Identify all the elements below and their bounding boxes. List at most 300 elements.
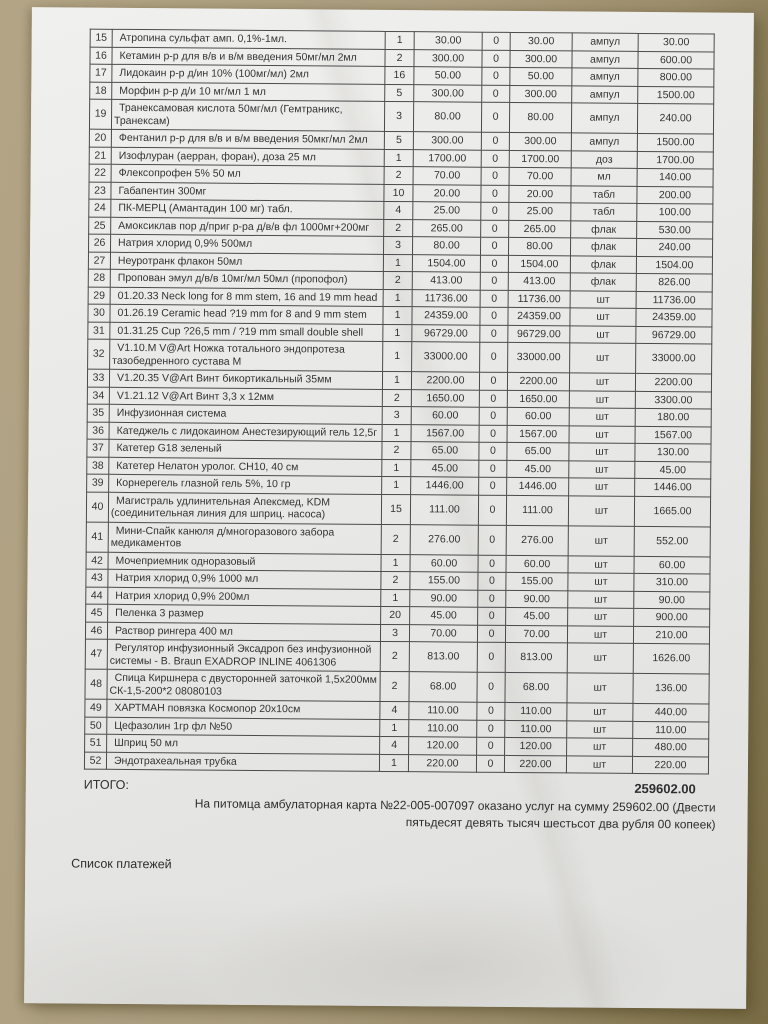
table-row [84, 752, 708, 774]
cell-unit: шт [567, 625, 633, 643]
cell-row-number: 32 [88, 339, 110, 369]
cell-total: 1567.00 [635, 426, 711, 444]
cell-total: 90.00 [634, 591, 710, 609]
cell-quantity: 3 [383, 236, 412, 254]
cell-discount: 0 [478, 495, 506, 525]
cell-price: 11736.00 [412, 289, 480, 307]
cell-discount: 0 [478, 555, 506, 573]
cell-item-name: Эндотрахеальная трубка [106, 752, 379, 772]
table-row [88, 339, 712, 374]
cell-price: 68.00 [409, 672, 477, 703]
cell-item-name: Транексамовая кислота 50мг/мл (Гемтраникс, Транексам) [111, 99, 384, 131]
cell-price: 60.00 [411, 407, 479, 425]
cell-item-name: Мочеприемник одноразовый [108, 552, 381, 572]
cell-item-name: Раствор рингера 400 мл [107, 622, 380, 642]
cell-price-after-discount: 413.00 [508, 272, 570, 290]
cell-unit: шт [567, 673, 633, 704]
cell-price-after-discount: 25.00 [509, 202, 571, 220]
cell-unit: шт [567, 703, 633, 721]
cell-price: 276.00 [410, 524, 478, 555]
cell-discount: 0 [477, 702, 505, 720]
cell-unit: табл [571, 185, 637, 203]
cell-item-name: Инфузионная система [109, 404, 382, 424]
cell-discount: 0 [481, 167, 509, 185]
cell-discount: 0 [481, 185, 509, 203]
cell-item-name: Катеджель с лидокаином Анестезирующий гель 12,5г [109, 422, 382, 442]
cell-row-number: 25 [89, 217, 111, 235]
cell-price-after-discount: 1700.00 [509, 150, 571, 168]
cell-total: 900.00 [634, 608, 710, 626]
cell-discount: 0 [479, 477, 507, 495]
cell-row-number: 43 [86, 569, 108, 587]
cell-item-name: Катетер G18 зеленый [109, 439, 382, 459]
cell-price: 65.00 [411, 442, 479, 460]
cell-item-name: Флексопрофен 5% 50 мл [111, 164, 384, 184]
cell-total: 440.00 [633, 703, 709, 721]
cell-unit: шт [568, 573, 634, 591]
cell-price-after-discount: 2200.00 [507, 372, 569, 390]
cell-quantity: 1 [382, 476, 411, 494]
cell-quantity: 1 [382, 459, 411, 477]
cell-quantity: 2 [381, 571, 410, 589]
cell-discount: 0 [478, 525, 506, 555]
cell-unit: ампул [572, 50, 638, 68]
cell-discount: 0 [480, 325, 508, 343]
cell-item-name: Неуротранк флакон 50мл [110, 252, 383, 272]
cell-price: 90.00 [410, 589, 478, 607]
cell-row-number: 26 [89, 234, 111, 252]
cell-price-after-discount: 68.00 [505, 672, 567, 702]
cell-price: 1504.00 [412, 254, 480, 272]
cell-total: 1626.00 [633, 643, 709, 674]
cell-unit: шт [567, 643, 633, 674]
cell-quantity: 1 [385, 31, 414, 49]
cell-discount: 0 [482, 67, 510, 85]
cell-discount: 0 [481, 102, 509, 132]
cell-quantity: 20 [381, 606, 410, 624]
cell-price: 813.00 [409, 642, 477, 673]
cell-quantity: 1 [381, 589, 410, 607]
cell-price: 111.00 [410, 494, 478, 525]
table-row [86, 522, 710, 557]
cell-quantity: 1 [383, 289, 412, 307]
cell-total: 800.00 [638, 68, 714, 86]
cell-quantity: 3 [384, 101, 413, 131]
cell-price-after-discount: 265.00 [509, 220, 571, 238]
cell-price: 45.00 [410, 607, 478, 625]
cell-discount: 0 [479, 372, 507, 390]
summary-note-line2: пятьдесят девять тысяч шестьсот два рубля 00 копеек) [405, 815, 716, 832]
cell-quantity: 1 [383, 341, 412, 371]
cell-item-name: Цефазолин 1гр фл №50 [107, 717, 380, 737]
cell-total: 2200.00 [635, 373, 711, 391]
cell-item-name: Натрия хлорид 0,9% 200мл [108, 587, 381, 607]
cell-discount: 0 [477, 672, 505, 702]
cell-price: 60.00 [410, 554, 478, 572]
cell-discount: 0 [481, 150, 509, 168]
total-label: ИТОГО: [83, 777, 129, 792]
cell-total: 136.00 [633, 673, 709, 704]
cell-unit: шт [569, 443, 635, 461]
cell-row-number: 28 [88, 269, 110, 287]
cell-price-after-discount: 110.00 [505, 702, 567, 720]
cell-total: 1446.00 [635, 478, 711, 496]
cell-row-number: 46 [85, 622, 107, 640]
cell-row-number: 18 [90, 82, 112, 100]
cell-discount: 0 [478, 572, 506, 590]
cell-unit: ампул [571, 103, 637, 134]
cell-unit: шт [569, 373, 635, 391]
cell-quantity: 1 [381, 554, 410, 572]
cell-item-name: Лидокаин р-р д/ин 10% (100мг/мл) 2мл [112, 64, 385, 84]
cell-item-name: Магистраль удлинительная Апексмед, KDM (соединительная линия для шприц. насоса) [108, 492, 381, 524]
cell-quantity: 1 [379, 754, 408, 772]
cell-price: 1700.00 [413, 149, 481, 167]
cell-row-number: 38 [87, 457, 109, 475]
cell-item-name: Спица Киршнера с двусторонней заточкой 1,5х200мм СК-1,5-200*2 08080103 [107, 669, 380, 701]
cell-discount: 0 [482, 85, 510, 103]
cell-unit: шт [569, 390, 635, 408]
cell-discount: 0 [479, 407, 507, 425]
cell-row-number: 20 [89, 129, 111, 147]
cell-unit: шт [570, 308, 636, 326]
cell-row-number: 33 [87, 369, 109, 387]
cell-item-name: Шприц 50 мл [107, 734, 380, 754]
cell-item-name: ХАРТМАН повязка Космопор 20х10см [107, 699, 380, 719]
cell-price-after-discount: 70.00 [505, 625, 567, 643]
cell-unit: шт [569, 408, 635, 426]
cell-discount: 0 [481, 132, 509, 150]
cell-item-name: V1.20.35 V@Art Винт бикортикальный 35мм [109, 369, 382, 389]
cell-item-name: Морфин р-р д/и 10 мг/мл 1 мл [112, 82, 385, 102]
cell-unit: шт [567, 720, 633, 738]
cell-total: 310.00 [634, 573, 710, 591]
payments-list-heading: Список платежей [71, 856, 172, 872]
cell-row-number: 29 [88, 287, 110, 305]
cell-total: 60.00 [634, 556, 710, 574]
cell-row-number: 39 [87, 474, 109, 492]
cell-row-number: 23 [89, 182, 111, 200]
cell-quantity: 3 [380, 624, 409, 642]
cell-price-after-discount: 110.00 [505, 720, 567, 738]
cell-discount: 0 [480, 290, 508, 308]
cell-row-number: 42 [86, 552, 108, 570]
table-row [85, 639, 709, 674]
cell-row-number: 22 [89, 164, 111, 182]
cell-unit: флак [571, 220, 637, 238]
cell-price: 1446.00 [411, 477, 479, 495]
summary-note-line1: На питомца амбулаторная карта №22-005-007097 оказано услуг на сумму 259602.00 (Двести [194, 796, 716, 815]
cell-quantity: 10 [384, 184, 413, 202]
cell-unit: шт [569, 425, 635, 443]
cell-price-after-discount: 30.00 [510, 32, 572, 50]
cell-price: 24359.00 [412, 307, 480, 325]
cell-discount: 0 [479, 460, 507, 478]
cell-unit: ампул [572, 33, 638, 51]
cell-price: 300.00 [414, 49, 482, 67]
totals-row [84, 777, 708, 797]
cell-total: 480.00 [633, 738, 709, 756]
cell-discount: 0 [481, 202, 509, 220]
cell-row-number: 27 [88, 252, 110, 270]
cell-row-number: 21 [89, 147, 111, 165]
cell-unit: мл [571, 168, 637, 186]
cell-item-name: 01.31.25 Cup ?26,5 mm / ?19 mm small double shell [110, 322, 383, 342]
cell-discount: 0 [482, 50, 510, 68]
cell-row-number: 48 [85, 669, 107, 699]
cell-unit: ампул [572, 85, 638, 103]
cell-row-number: 49 [85, 699, 107, 717]
cell-unit: ампул [572, 68, 638, 86]
cell-total: 3300.00 [635, 391, 711, 409]
cell-item-name: 01.20.33 Neck long for 8 mm stem, 16 and 19 mm head [110, 287, 383, 307]
cell-total: 240.00 [637, 103, 713, 134]
cell-row-number: 52 [84, 752, 106, 770]
cell-quantity: 2 [380, 641, 409, 671]
cell-item-name: Регулятор инфузионный Эксадроп без инфузионной системы - B. Braun EXADROP INLINE 4061306 [107, 639, 380, 671]
invoice-paper [24, 7, 754, 1009]
cell-unit: шт [568, 608, 634, 626]
cell-row-number: 44 [86, 587, 108, 605]
cell-unit: шт [567, 738, 633, 756]
cell-discount: 0 [477, 737, 505, 755]
cell-row-number: 35 [87, 404, 109, 422]
cell-item-name: Корнерегель глазной гель 5%, 10 гр [109, 474, 382, 494]
cell-discount: 0 [478, 607, 506, 625]
cell-price-after-discount: 90.00 [506, 590, 568, 608]
cell-price: 265.00 [413, 219, 481, 237]
cell-price-after-discount: 155.00 [506, 572, 568, 590]
cell-quantity: 2 [385, 49, 414, 67]
cell-item-name: Фентанил р-р для в/в и в/м введения 50мкг/мл 2мл [111, 129, 384, 149]
table-row [86, 492, 710, 527]
cell-total: 552.00 [634, 526, 710, 557]
cell-unit: доз [571, 150, 637, 168]
cell-price-after-discount: 300.00 [509, 132, 571, 150]
cell-quantity: 1 [383, 324, 412, 342]
cell-quantity: 2 [380, 671, 409, 701]
cell-total: 140.00 [637, 168, 713, 186]
cell-price: 1567.00 [411, 424, 479, 442]
cell-quantity: 1 [383, 306, 412, 324]
cell-total: 45.00 [635, 461, 711, 479]
cell-quantity: 2 [382, 441, 411, 459]
table-row [89, 99, 713, 134]
cell-item-name: V1.21.12 V@Art Винт 3,3 х 12мм [109, 387, 382, 407]
cell-quantity: 15 [381, 494, 410, 524]
cell-quantity: 4 [384, 201, 413, 219]
cell-price: 96729.00 [412, 324, 480, 342]
cell-row-number: 30 [88, 304, 110, 322]
cell-price-after-discount: 1650.00 [507, 390, 569, 408]
cell-unit: табл [571, 203, 637, 221]
cell-price: 70.00 [409, 624, 477, 642]
cell-discount: 0 [480, 342, 508, 372]
cell-price-after-discount: 1567.00 [507, 425, 569, 443]
cell-discount: 0 [477, 625, 505, 643]
cell-unit: флак [570, 255, 636, 273]
summary-note [83, 795, 715, 834]
cell-discount: 0 [478, 590, 506, 608]
cell-item-name: Пропован эмул д/в/в 10мг/мл 50мл (пропофол) [110, 269, 383, 289]
cell-price-after-discount: 20.00 [509, 185, 571, 203]
cell-discount: 0 [481, 220, 509, 238]
cell-price: 155.00 [410, 572, 478, 590]
cell-discount: 0 [480, 237, 508, 255]
cell-price-after-discount: 60.00 [507, 407, 569, 425]
cell-quantity: 3 [382, 406, 411, 424]
cell-item-name: Мини-Спайк канюля д/многоразового забора медикаментов [108, 522, 381, 554]
cell-price: 1650.00 [411, 389, 479, 407]
cell-price: 80.00 [412, 237, 480, 255]
cell-unit: флак [570, 273, 636, 291]
cell-total: 200.00 [637, 186, 713, 204]
cell-total: 210.00 [633, 626, 709, 644]
cell-row-number: 15 [90, 29, 112, 47]
cell-item-name: Катетер Нелатон уролог. CH10, 40 см [109, 457, 382, 477]
cell-total: 530.00 [637, 221, 713, 239]
cell-quantity: 1 [384, 149, 413, 167]
cell-price-after-discount: 70.00 [509, 167, 571, 185]
cell-price-after-discount: 80.00 [508, 237, 570, 255]
cell-price-after-discount: 111.00 [506, 495, 568, 525]
cell-total: 33000.00 [636, 343, 712, 374]
cell-quantity: 5 [384, 131, 413, 149]
cell-total: 180.00 [635, 408, 711, 426]
cell-item-name: Натрия хлорид 0,9% 1000 мл [108, 569, 381, 589]
cell-price-after-discount: 813.00 [505, 642, 567, 672]
cell-quantity: 4 [380, 736, 409, 754]
cell-price: 220.00 [408, 754, 476, 772]
cell-total: 11736.00 [636, 291, 712, 309]
cell-unit: шт [569, 460, 635, 478]
cell-item-name: Пеленка 3 размер [108, 604, 381, 624]
cell-quantity: 2 [382, 389, 411, 407]
cell-unit: ампул [571, 133, 637, 151]
cell-row-number: 41 [86, 522, 108, 552]
cell-item-name: Изофлуран (аерран, форан), доза 25 мл [111, 147, 384, 167]
cell-discount: 0 [480, 307, 508, 325]
cell-price-after-discount: 33000.00 [508, 342, 570, 372]
cell-price-after-discount: 220.00 [504, 755, 566, 773]
cell-price-after-discount: 65.00 [507, 442, 569, 460]
cell-unit: шт [570, 325, 636, 343]
cell-price: 33000.00 [412, 342, 480, 373]
cell-price-after-discount: 11736.00 [508, 290, 570, 308]
cell-total: 1500.00 [638, 86, 714, 104]
cell-row-number: 45 [86, 604, 108, 622]
cell-row-number: 16 [90, 47, 112, 65]
cell-price-after-discount: 45.00 [507, 460, 569, 478]
cell-discount: 0 [479, 425, 507, 443]
invoice-table [84, 29, 715, 775]
cell-row-number: 36 [87, 422, 109, 440]
cell-unit: шт [570, 290, 636, 308]
cell-unit: шт [568, 590, 634, 608]
cell-total: 24359.00 [636, 308, 712, 326]
cell-price-after-discount: 1504.00 [508, 255, 570, 273]
cell-total: 30.00 [638, 33, 714, 51]
cell-quantity: 1 [380, 719, 409, 737]
cell-row-number: 51 [85, 734, 107, 752]
cell-total: 1665.00 [634, 496, 710, 527]
cell-quantity: 2 [384, 219, 413, 237]
cell-row-number: 50 [85, 717, 107, 735]
cell-discount: 0 [479, 442, 507, 460]
cell-total: 240.00 [636, 238, 712, 256]
cell-discount: 0 [477, 642, 505, 672]
cell-discount: 0 [480, 272, 508, 290]
cell-row-number: 40 [86, 492, 108, 522]
cell-quantity: 16 [385, 66, 414, 84]
cell-price: 25.00 [413, 202, 481, 220]
cell-item-name: Габапентин 300мг [111, 182, 384, 202]
cell-total: 96729.00 [636, 326, 712, 344]
total-value: 259602.00 [634, 780, 696, 797]
cell-price-after-discount: 96729.00 [508, 325, 570, 343]
cell-total: 1700.00 [637, 151, 713, 169]
cell-item-name: Атропина сульфат амп. 0,1%-1мл. [112, 29, 385, 49]
cell-quantity: 2 [381, 524, 410, 554]
cell-row-number: 24 [89, 199, 111, 217]
cell-row-number: 19 [89, 99, 111, 129]
cell-quantity: 1 [382, 371, 411, 389]
cell-total: 826.00 [636, 273, 712, 291]
cell-discount: 0 [477, 720, 505, 738]
cell-total: 1504.00 [636, 256, 712, 274]
cell-quantity: 5 [385, 84, 414, 102]
cell-row-number: 17 [90, 64, 112, 82]
cell-item-name: 01.26.19 Ceramic head ?19 mm for 8 and 9 mm stem [110, 304, 383, 324]
cell-price-after-discount: 45.00 [506, 607, 568, 625]
cell-price: 413.00 [412, 272, 480, 290]
cell-discount: 0 [476, 755, 504, 773]
cell-price-after-discount: 60.00 [506, 555, 568, 573]
cell-total: 100.00 [637, 203, 713, 221]
cell-price-after-discount: 80.00 [509, 102, 571, 132]
cell-price: 80.00 [413, 102, 481, 133]
cell-price: 20.00 [413, 184, 481, 202]
cell-item-name: Натрия хлорид 0,9% 500мл [111, 234, 384, 254]
cell-quantity: 1 [383, 254, 412, 272]
cell-price-after-discount: 24359.00 [508, 307, 570, 325]
cell-discount: 0 [482, 32, 510, 50]
cell-row-number: 47 [85, 639, 107, 669]
cell-price: 70.00 [413, 167, 481, 185]
cell-unit: флак [570, 238, 636, 256]
cell-unit: шт [570, 343, 636, 374]
cell-row-number: 31 [88, 322, 110, 340]
cell-price-after-discount: 300.00 [510, 85, 572, 103]
cell-total: 1500.00 [637, 133, 713, 151]
cell-price: 300.00 [413, 132, 481, 150]
cell-item-name: V1.10.M V@Art Ножка тотального эндопротеза тазобедренного сустава М [110, 339, 383, 371]
cell-unit: шт [566, 755, 632, 773]
cell-unit: шт [568, 495, 634, 526]
cell-price-after-discount: 50.00 [510, 67, 572, 85]
cell-total: 130.00 [635, 443, 711, 461]
cell-price: 45.00 [411, 459, 479, 477]
cell-price: 2200.00 [411, 372, 479, 390]
cell-row-number: 37 [87, 439, 109, 457]
cell-price: 50.00 [414, 67, 482, 85]
cell-total: 600.00 [638, 51, 714, 69]
cell-price-after-discount: 1446.00 [507, 477, 569, 495]
cell-discount: 0 [479, 390, 507, 408]
cell-quantity: 4 [380, 701, 409, 719]
cell-discount: 0 [480, 255, 508, 273]
cell-row-number: 34 [87, 387, 109, 405]
